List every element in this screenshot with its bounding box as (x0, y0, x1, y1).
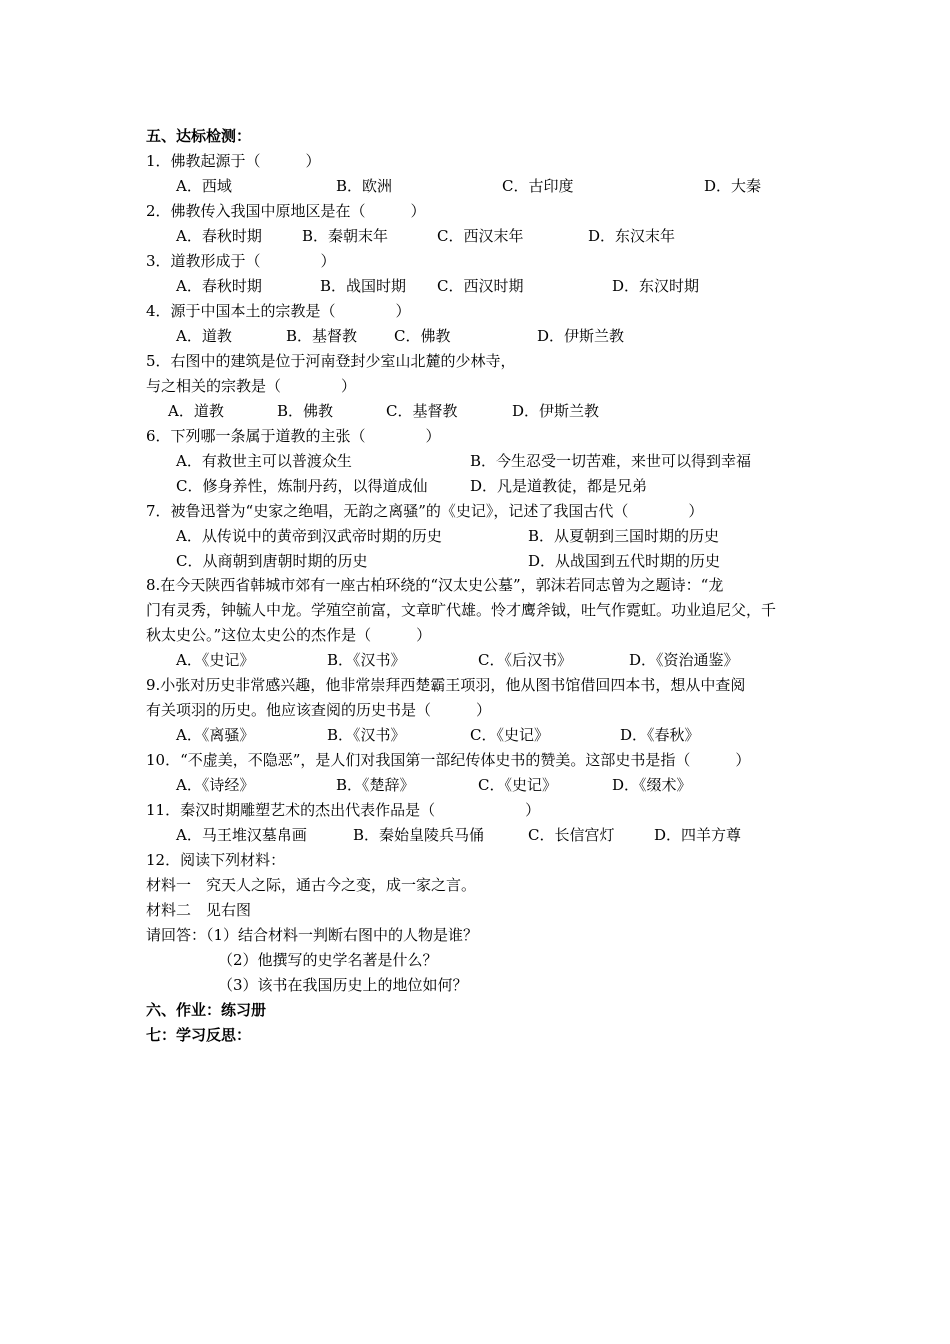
question-6-option-c: C．修身养性，炼制丹药，以得道成仙 (176, 477, 428, 495)
question-10-option-c: C．《史记》 (478, 776, 557, 794)
question-10-option-d: D．《缀术》 (612, 776, 692, 794)
question-9-option-d: D．《春秋》 (620, 726, 700, 744)
question-3-option-d: D．东汉时期 (612, 277, 700, 295)
question-8-option-d: D．《资治通鉴》 (629, 651, 739, 669)
question-5-option-c: C．基督教 (386, 402, 458, 420)
question-12-ask-3: （3）该书在我国历史上的地位如何？ (218, 976, 468, 994)
question-11-option-d: D．四羊方尊 (654, 826, 742, 844)
question-6-option-a: A．有救世主可以普渡众生 (176, 452, 352, 470)
question-3-option-a: A．春秋时期 (176, 277, 262, 295)
question-11-option-a: A．马王堆汉墓帛画 (176, 826, 307, 844)
question-8-stem-line2: 门有灵秀，钟毓人中龙。学殖空前富，文章旷代雄。怜才鹰斧钺，吐气作霓虹。功业追尼父，千 (146, 601, 777, 619)
question-7-option-d: D．从战国到五代时期的历史 (528, 552, 721, 570)
question-12-ask-2: （2）他撰写的史学名著是什么？ (218, 951, 438, 969)
question-2-option-a: A．春秋时期 (176, 227, 262, 245)
question-5-option-a: A．道教 (168, 402, 224, 420)
question-5-option-b: B．佛教 (277, 402, 334, 420)
question-4-option-a: A．道教 (176, 327, 232, 345)
question-5-option-d: D．伊斯兰教 (512, 402, 600, 420)
question-6-stem: 6．下列哪一条属于道教的主张（ ） (146, 427, 441, 445)
question-12-material-1: 材料一 究天人之际，通古今之变，成一家之言。 (146, 876, 477, 894)
question-1-option-c: C．古印度 (502, 177, 574, 195)
question-11-option-b: B．秦始皇陵兵马俑 (353, 826, 485, 844)
question-5-stem-line2: 与之相关的宗教是（ ） (146, 377, 357, 395)
question-8-stem-line1: 8.在今天陕西省韩城市郊有一座古柏环绕的“汉太史公墓”，郭沫若同志曾为之题诗：“龙 (146, 576, 724, 594)
question-7-option-b: B．从夏朝到三国时期的历史 (528, 527, 720, 545)
question-11-stem: 11．秦汉时期雕塑艺术的杰出代表作品是（ ） (146, 801, 541, 819)
question-3-option-b: B．战国时期 (320, 277, 407, 295)
question-9-stem-line2: 有关项羽的历史。他应该查阅的历史书是（ ） (146, 701, 492, 719)
question-10-option-a: A．《诗经》 (176, 776, 255, 794)
section-6-title: 六、作业：练习册 (146, 1001, 267, 1019)
question-3-stem: 3．道教形成于（ ） (146, 252, 336, 270)
question-9-option-b: B．《汉书》 (327, 726, 406, 744)
question-9-option-a: A．《离骚》 (176, 726, 255, 744)
question-9-stem-line1: 9.小张对历史非常感兴趣，他非常崇拜西楚霸王项羽，他从图书馆借回四本书，想从中查阅 (146, 676, 746, 694)
question-9-option-c: C．《史记》 (470, 726, 549, 744)
question-2-stem: 2．佛教传入我国中原地区是在（ ） (146, 202, 426, 220)
question-12-material-2: 材料二 见右图 (146, 901, 252, 919)
question-2-option-b: B．秦朝末年 (302, 227, 389, 245)
question-8-option-a: A．《史记》 (176, 651, 255, 669)
question-1-stem: 1．佛教起源于（ ） (146, 152, 321, 170)
question-7-option-c: C．从商朝到唐朝时期的历史 (176, 552, 368, 570)
question-5-stem-line1: 5．右图中的建筑是位于河南登封少室山北麓的少林寺， (146, 352, 516, 370)
question-7-stem: 7．被鲁迅誉为“史家之绝唱，无韵之离骚”的《史记》，记述了我国古代（ ） (146, 502, 704, 520)
question-6-option-b: B．今生忍受一切苦难，来世可以得到幸福 (470, 452, 752, 470)
question-12-stem: 12．阅读下列材料： (146, 851, 286, 869)
question-7-option-a: A．从传说中的黄帝到汉武帝时期的历史 (176, 527, 442, 545)
question-8-option-b: B．《汉书》 (327, 651, 406, 669)
section-5-title: 五、达标检测： (146, 127, 252, 145)
question-4-option-d: D．伊斯兰教 (537, 327, 625, 345)
question-10-stem: 10．“不虚美，不隐恶”，是人们对我国第一部纪传体史书的赞美。这部史书是指（ ） (146, 751, 751, 769)
question-8-stem-line3: 秋太史公。”这位太史公的杰作是（ ） (146, 626, 432, 644)
question-1-option-a: A．西域 (176, 177, 232, 195)
question-12-ask-1: 请回答：（1）结合材料一判断右图中的人物是谁？ (146, 926, 479, 944)
question-2-option-c: C．西汉末年 (437, 227, 524, 245)
question-4-option-c: C．佛教 (394, 327, 451, 345)
question-8-option-c: C．《后汉书》 (478, 651, 572, 669)
question-11-option-c: C．长信宫灯 (528, 826, 615, 844)
question-3-option-c: C．西汉时期 (437, 277, 524, 295)
section-7-title: 七：学习反思： (146, 1026, 252, 1044)
question-4-stem: 4．源于中国本土的宗教是（ ） (146, 302, 411, 320)
question-1-option-d: D．大秦 (704, 177, 762, 195)
question-10-option-b: B．《楚辞》 (336, 776, 415, 794)
question-2-option-d: D．东汉末年 (588, 227, 676, 245)
question-4-option-b: B．基督教 (286, 327, 358, 345)
question-1-option-b: B．欧洲 (336, 177, 393, 195)
question-6-option-d: D．凡是道教徒，都是兄弟 (470, 477, 648, 495)
